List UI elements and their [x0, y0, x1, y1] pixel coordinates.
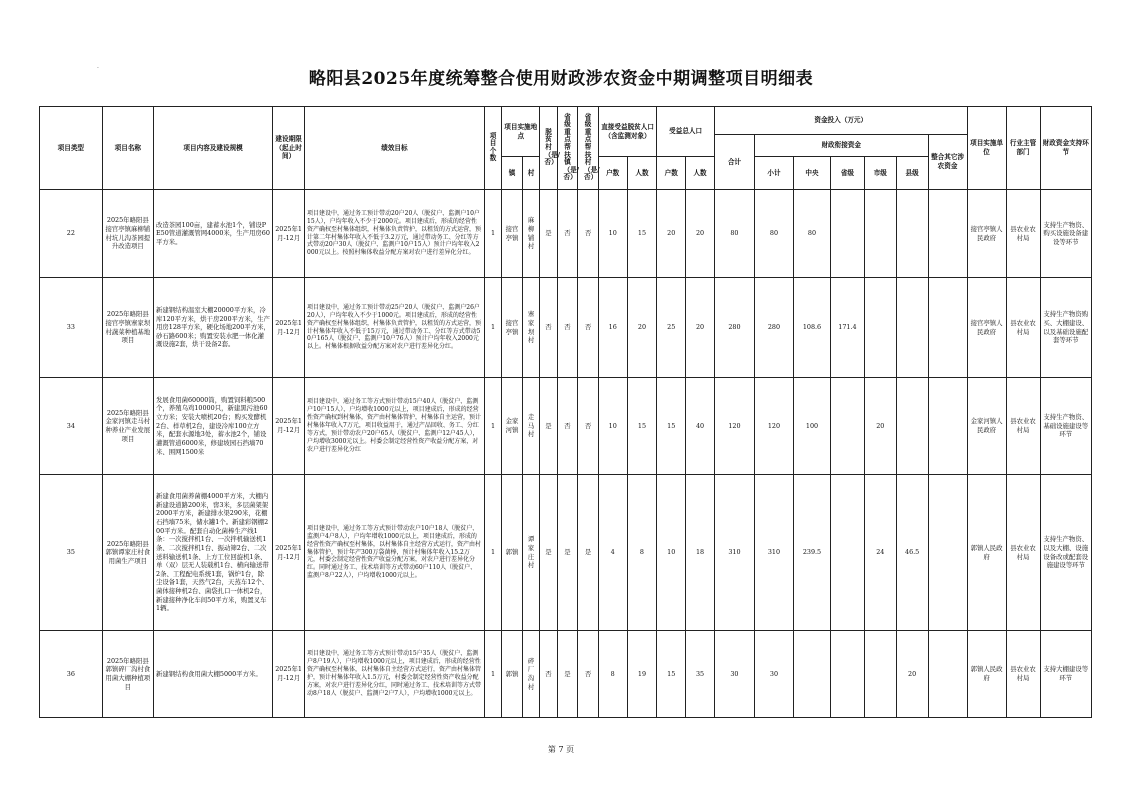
implementing-unit: 金家河镇人民政府 — [967, 378, 1006, 475]
row-number: 33 — [40, 278, 103, 378]
project-table — [39, 106, 1092, 718]
poor-village: 否 — [540, 631, 557, 718]
poor-village: 是 — [540, 475, 557, 631]
fund-other — [928, 378, 967, 475]
page-footer: 第 7 页 — [547, 745, 575, 754]
header-central: 中央 — [793, 157, 830, 190]
project-count: 1 — [484, 190, 501, 278]
performance-goal: 项目建设中，通过务工等方式预计带动农户10户18人（脱贫户、监测户4户8人），户均年增收1000元以上，项目建成后，形成的经营性资产确权至村集体，以村集体自主经营方式运行，资产由村集体管护，预计年产300万袋菌棒，预计村集体年收入15.2万元，村委会制定经营性资产收益分配方案，对农户进行差异化分红。同时通过务工、技术培训等方式带动60户110人（脱贫户、监测户8户22人），户均增收1000元以上。 — [305, 475, 485, 631]
fund-central: 80 — [793, 190, 830, 278]
provincial-key-village: 否 — [578, 190, 599, 278]
fund-total: 30 — [714, 631, 754, 718]
project-content: 新建钢结构食用菌大棚5000平方米。 — [154, 631, 273, 718]
direct-people: 20 — [627, 278, 657, 378]
project-period: 2025年1月-12月 — [273, 278, 305, 378]
fund-other — [928, 475, 967, 631]
provincial-key-town: 否 — [557, 378, 578, 475]
header-total: 合计 — [714, 135, 754, 190]
town: 金家河镇 — [502, 378, 523, 475]
fund-province — [830, 190, 864, 278]
project-content: 新建食用菌养菌棚4000平方米，大棚内新建设道路200米，窖3米，多层菌架架2000平方米，新建排水渠290米，花棚石挡墙75米，储水罐1个。新建彩钢棚200平方米。配套自动化菌棒生产线1条：一次搅拌机1台、一次拌机输送机1条、二次搅拌机1台、振动筛2台、二次送料输送机1条、上方工位回旋机1条、单（双）层无人装载机1台、横向输送带2条、工程配电系统1套，锅炉1台，除尘设备1套，天然气2台，天蒸车12个、菌体接种机2台、菌袋扎口一体机2台，新建接种净化车间50平方米，购置叉车1辆。 — [154, 475, 273, 631]
performance-goal: 项目建设中，通过务工等方式预计带动15户35人（脱贫户、监测户8户19人），户均增收1000元以上，项目建成后，形成的经营性资产确权至村集体，以村集体自主经营方式运行，资产由村集体管护，预计村集体年收入1.5万元，村委会制定经营性资产收益分配方案，对农户进行差异化分红，同时通过务工、技术培训等方式带动8户18人（脱贫户、监测户2户7人），户均增收1000元以上。 — [305, 631, 485, 718]
fund-subtotal: 120 — [754, 378, 793, 475]
project-period: 2025年1月-12月 — [273, 631, 305, 718]
project-name: 2025年略阳县接官亭镇麻柳铺村坑儿沟茶园提升改造项目 — [102, 190, 153, 278]
performance-goal: 项目建设中，通过务工预计带动20户20人（脱贫户、监测户10户15人），户均年收入不少于2000元。项目建成后，形成的经营性资产确权至村集体组织，村集体负责管护，以租赁的方式运营，预计第二年村集体年收入不低于3.2万元，通过带动务工、分红等方式带动20户30人（脱贫户、监测户10户15人）预计户均年收入2000元以上。按照村集体收益分配方案对农户进行差异化分红。 — [305, 190, 485, 278]
header-dept: 行业主管部门 — [1006, 107, 1040, 190]
implementing-unit: 接官亭镇人民政府 — [967, 278, 1006, 378]
fund-central: 100 — [793, 378, 830, 475]
fund-total: 280 — [714, 278, 754, 378]
benefit-people: 40 — [686, 378, 715, 475]
benefit-households: 15 — [657, 631, 686, 718]
benefit-households: 25 — [657, 278, 686, 378]
provincial-key-town: 是 — [557, 631, 578, 718]
project-count: 1 — [484, 378, 501, 475]
benefit-people: 35 — [686, 631, 715, 718]
fund-province — [830, 378, 864, 475]
fund-city — [864, 190, 896, 278]
fund-county — [896, 378, 928, 475]
row-number: 22 — [40, 190, 103, 278]
poor-village: 是 — [540, 190, 557, 278]
header-province: 省级 — [830, 157, 864, 190]
supervising-dept: 县农业农村局 — [1006, 190, 1040, 278]
project-count: 1 — [484, 475, 501, 631]
fund-city — [864, 278, 896, 378]
provincial-key-village: 否 — [578, 378, 599, 475]
header-type: 项目类型 — [40, 107, 103, 190]
header-poor-village: 脱贫村（是/否） — [540, 107, 557, 190]
direct-people: 15 — [627, 378, 657, 475]
header-provincial-key: 省级重点帮扶镇（是/否） — [557, 107, 578, 190]
header-city: 市级 — [864, 157, 896, 190]
implementing-unit: 郭镇人民政府 — [967, 475, 1006, 631]
direct-households: 8 — [598, 631, 627, 718]
performance-goal: 项目建设中，通过务工预计带动25户20人（脱贫户、监测户26户20人），户均年收入不少于1000元。项目建成后，形成的经营性资产确权至村集体组织，村集体负责管护，以租赁的方式运营，预计村集体年收入不低于15万元，通过带动务工、分红等方式带动50户165人（脱贫户、监测户10户76人）预计户均年收入2000元以上。村集体根据收益分配方案对农户进行差异化分红。 — [305, 278, 485, 378]
poor-village: 是 — [540, 378, 557, 475]
project-period: 2025年1月-12月 — [273, 378, 305, 475]
fund-central — [793, 631, 830, 718]
project-count: 1 — [484, 278, 501, 378]
table-row — [40, 278, 1092, 378]
header-unit: 项目实施单位 — [967, 107, 1006, 190]
benefit-households: 10 — [657, 475, 686, 631]
support-link: 支持生产物资购买、大棚建设、以及基础设施配套等环节 — [1040, 278, 1092, 378]
header-funds: 资金投入（万元） — [714, 107, 967, 135]
town: 郭镇 — [502, 631, 523, 718]
fund-central: 108.6 — [793, 278, 830, 378]
header-provincial-village: 省级重点帮扶村（是/否） — [578, 107, 599, 190]
direct-people: 15 — [627, 190, 657, 278]
fund-other — [928, 278, 967, 378]
row-number: 36 — [40, 631, 103, 718]
corner-mark: . — [97, 63, 99, 70]
village: 谭家庄村 — [522, 475, 539, 631]
fund-subtotal: 30 — [754, 631, 793, 718]
header-link: 财政资金支持环节 — [1040, 107, 1092, 190]
village: 走马村 — [522, 378, 539, 475]
direct-people: 19 — [627, 631, 657, 718]
benefit-households: 20 — [657, 190, 686, 278]
support-link: 支持大棚建设等环节 — [1040, 631, 1092, 718]
fund-county — [896, 190, 928, 278]
town: 郭镇 — [502, 475, 523, 631]
implementing-unit: 接官亭镇人民政府 — [967, 190, 1006, 278]
header-period: 建设期限（起止时间） — [273, 107, 305, 190]
header-benefit-households: 户数 — [657, 157, 686, 190]
support-link: 支持生产物资、购买设施设备建设等环节 — [1040, 190, 1092, 278]
direct-households: 16 — [598, 278, 627, 378]
header-benefit-pop: 受益总人口 — [657, 107, 715, 157]
direct-households: 10 — [598, 190, 627, 278]
row-number: 35 — [40, 475, 103, 631]
header-direct-people: 人数 — [627, 157, 657, 190]
header-benefit-people: 人数 — [686, 157, 715, 190]
direct-households: 4 — [598, 475, 627, 631]
fund-total: 310 — [714, 475, 754, 631]
fund-central: 239.5 — [793, 475, 830, 631]
fund-county — [896, 278, 928, 378]
support-link: 支持生产物资、以及大棚、设施设备改或配套设施建设等环节 — [1040, 475, 1092, 631]
project-name: 2025年略阳县郭镇碎厂沟村食用菌大棚种植项目 — [102, 631, 153, 718]
fund-province — [830, 631, 864, 718]
project-content: 改造茶园100亩，建蓄水池1个，铺设PE50管道灌溉管网4000米，生产用房60平方米。 — [154, 190, 273, 278]
page-title: 略阳县2025年度统筹整合使用财政涉农资金中期调整项目明细表 — [308, 69, 814, 89]
project-content: 发展食用菌60000筒，购置饲料粮500个，养殖乌鸡10000只，新建黑污池60立方米；安装大喷机20台；购买发酵机2台、样草机2台，建设冷库100立方米，配套水源地3处，蓄水池2个，铺设灌溉管道6000米，修建坡园石挡墙70米、围网1500米 — [154, 378, 273, 475]
header-location: 项目实施地点 — [502, 107, 540, 157]
benefit-people: 20 — [686, 190, 715, 278]
fund-county: 20 — [896, 631, 928, 718]
header-fiscal: 财政衔接资金 — [754, 135, 928, 157]
fund-subtotal: 310 — [754, 475, 793, 631]
provincial-key-village: 否 — [578, 631, 599, 718]
benefit-households: 15 — [657, 378, 686, 475]
village: 碎厂沟村 — [522, 631, 539, 718]
benefit-people: 18 — [686, 475, 715, 631]
poor-village: 否 — [540, 278, 557, 378]
support-link: 支持生产物资、基础设施建设等环节 — [1040, 378, 1092, 475]
header-name: 项目名称 — [102, 107, 153, 190]
fund-subtotal: 80 — [754, 190, 793, 278]
header-other: 整合其它涉农资金 — [928, 135, 967, 190]
provincial-key-town: 否 — [557, 278, 578, 378]
project-content: 新建钢结构温室大棚20000平方米，冷库120平方米，烘干房200平方米，生产用房128平方米，硬化场地200平方米，砂石路600米；购置安装水肥一体化灌溉设施2套，烘干设备2套。 — [154, 278, 273, 378]
provincial-key-village: 否 — [578, 278, 599, 378]
fund-other — [928, 631, 967, 718]
fund-city — [864, 631, 896, 718]
header-subtotal: 小计 — [754, 157, 793, 190]
supervising-dept: 县农业农村局 — [1006, 631, 1040, 718]
direct-households: 10 — [598, 378, 627, 475]
project-name: 2025年略阳县金家河镇走马村种养业产业发展项目 — [102, 378, 153, 475]
supervising-dept: 县农业农村局 — [1006, 378, 1040, 475]
header-direct-benefit: 直接受益脱贫人口（含监测对象） — [598, 107, 657, 157]
header-county: 县级 — [896, 157, 928, 190]
direct-people: 8 — [627, 475, 657, 631]
benefit-people: 20 — [686, 278, 715, 378]
fund-subtotal: 280 — [754, 278, 793, 378]
village: 寨家坝村 — [522, 278, 539, 378]
provincial-key-village: 是 — [578, 475, 599, 631]
fund-other — [928, 190, 967, 278]
header-direct-households: 户数 — [598, 157, 627, 190]
town: 接官亭镇 — [502, 278, 523, 378]
project-name: 2025年略阳县郭镇谭家庄村食用菌生产项目 — [102, 475, 153, 631]
header-village: 村 — [522, 157, 539, 190]
provincial-key-town: 是 — [557, 475, 578, 631]
supervising-dept: 县农业农村局 — [1006, 278, 1040, 378]
fund-province: 171.4 — [830, 278, 864, 378]
performance-goal: 项目建设中，通过务工等方式预计带动15户40人（脱贫户、监测户10户15人），户均增收1000元以上，项目建成后，形成的经营性资产确权到村集体，资产由村集体管护，村集体自主运营，预计村集体年收入7万元，项目收益用于，通过产品回收、务工、分红等方式，预计带动农户20户65人（脱贫户、监测户12户45人），户均增收3000元以上。村委会制定经营性资产收益分配方案，对农户进行差异化分红 — [305, 378, 485, 475]
project-name: 2025年略阳县接官亭镇寨家坝村蔬菜种植基地项目 — [102, 278, 153, 378]
provincial-key-town: 否 — [557, 190, 578, 278]
row-number: 34 — [40, 378, 103, 475]
fund-city: 24 — [864, 475, 896, 631]
project-count: 1 — [484, 631, 501, 718]
fund-total: 80 — [714, 190, 754, 278]
implementing-unit: 郭镇人民政府 — [967, 631, 1006, 718]
fund-county: 46.5 — [896, 475, 928, 631]
table-row — [40, 631, 1092, 718]
table-row — [40, 475, 1092, 631]
header-goal: 绩效目标 — [305, 107, 485, 190]
header-count: 项目个数 — [484, 107, 501, 190]
project-period: 2025年1月-12月 — [273, 475, 305, 631]
table-row — [40, 190, 1092, 278]
village: 麻柳铺村 — [522, 190, 539, 278]
fund-total: 120 — [714, 378, 754, 475]
table-row — [40, 378, 1092, 475]
fund-province — [830, 475, 864, 631]
header-town: 镇 — [502, 157, 523, 190]
project-period: 2025年1月-12月 — [273, 190, 305, 278]
town: 接官亭镇 — [502, 190, 523, 278]
fund-city: 20 — [864, 378, 896, 475]
header-content: 项目内容及建设规模 — [154, 107, 273, 190]
supervising-dept: 县农业农村局 — [1006, 475, 1040, 631]
